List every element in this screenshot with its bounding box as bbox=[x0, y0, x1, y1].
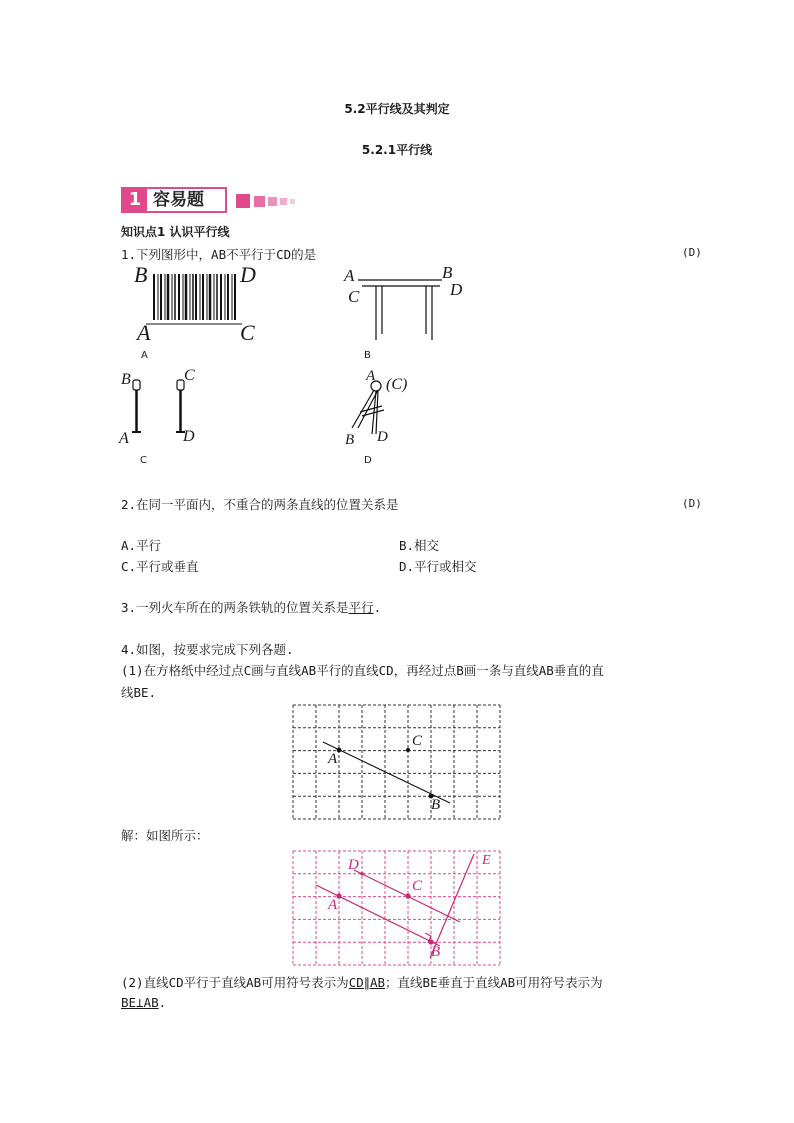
q4-part1-line1: (1)在方格纸中经过点C画与直线AB平行的直线CD，再经过点B画一条与直线AB垂直的直 bbox=[121, 663, 604, 678]
grid1-point-c: C bbox=[412, 733, 423, 749]
fig-a-caption: A bbox=[141, 350, 148, 361]
page-subtitle: 5.2.1平行线 bbox=[361, 143, 433, 157]
q4-part2-end: . bbox=[158, 995, 167, 1010]
question-3-text bbox=[121, 598, 381, 616]
q3-answer-blank: 平行 bbox=[348, 600, 374, 615]
fig-d-caption: D bbox=[364, 455, 372, 466]
grid2-point-b: B bbox=[431, 944, 441, 960]
q4-part1-line2: 线BE. bbox=[121, 685, 157, 700]
fig-c-caption: C bbox=[140, 455, 147, 466]
fig-c-point-c: C bbox=[184, 367, 195, 384]
grid2-point-e: E bbox=[482, 853, 491, 868]
fig-d-point-b: B bbox=[345, 432, 355, 448]
badge-square-2 bbox=[254, 196, 265, 207]
grid-figure-2 bbox=[292, 850, 502, 966]
grid1-point-b: B bbox=[431, 797, 441, 813]
fig-b-point-c: C bbox=[348, 287, 360, 306]
fig-a-point-d: D bbox=[240, 262, 256, 287]
grid-figure-1 bbox=[292, 704, 502, 820]
question-2-answer: (D) bbox=[682, 497, 702, 510]
q2-choice-c: C.平行或垂直 bbox=[121, 559, 199, 574]
fig-b-point-d: D bbox=[450, 280, 463, 299]
fig-b-caption: B bbox=[364, 350, 371, 361]
figure-c-lamps bbox=[120, 366, 210, 446]
badge-square-5 bbox=[290, 199, 295, 204]
q3-suffix: . bbox=[373, 600, 382, 615]
fig-a-point-a: A bbox=[137, 320, 151, 345]
section-badge-label: 容易题 bbox=[153, 190, 204, 210]
fig-b-point-a: A bbox=[344, 266, 355, 285]
question-4-intro: 4.如图，按要求完成下列各题. bbox=[121, 642, 294, 657]
solution-label: 解：如图所示： bbox=[121, 828, 209, 843]
q4-part2-prefix: (2)直线CD平行于直线AB可用符号表示为 bbox=[121, 975, 349, 990]
fig-d-point-c: (C) bbox=[386, 376, 408, 393]
knowledge-point-heading: 知识点1 认识平行线 bbox=[121, 225, 230, 239]
badge-square-3 bbox=[268, 197, 277, 206]
q3-prefix: 3.一列火车所在的两条铁轨的位置关系是 bbox=[121, 600, 349, 615]
question-1-text: 1.下列图形中，AB不平行于CD的是 bbox=[121, 247, 317, 262]
q4-part2-line2 bbox=[121, 995, 166, 1010]
grid2-point-a: A bbox=[328, 897, 338, 913]
q4-part2-blank2: BE⊥AB bbox=[121, 995, 159, 1010]
question-1-answer: (D) bbox=[682, 246, 702, 259]
page-title: 5.2平行线及其判定 bbox=[344, 102, 450, 116]
q4-part2-line1 bbox=[121, 973, 603, 991]
grid2-point-d: D bbox=[348, 857, 359, 873]
grid2-point-c: C bbox=[412, 878, 423, 894]
fig-d-point-d: D bbox=[377, 429, 388, 445]
badge-square-1 bbox=[236, 194, 250, 208]
fig-a-point-b: B bbox=[134, 262, 148, 287]
q2-choice-a: A.平行 bbox=[121, 538, 162, 553]
grid1-point-a: A bbox=[328, 751, 338, 767]
section-badge bbox=[121, 187, 227, 213]
badge-square-4 bbox=[280, 198, 287, 205]
fig-a-point-c: C bbox=[240, 320, 255, 345]
fig-c-point-d: D bbox=[183, 428, 195, 445]
section-badge-number: 1 bbox=[123, 189, 147, 211]
fig-c-point-b: B bbox=[121, 371, 131, 388]
q4-part2-blank1: CD∥AB bbox=[348, 975, 386, 990]
q2-choice-d: D.平行或相交 bbox=[399, 559, 477, 574]
question-2-text: 2.在同一平面内，不重合的两条直线的位置关系是 bbox=[121, 497, 399, 512]
q4-part2-mid: ；直线BE垂直于直线AB可用符号表示为 bbox=[385, 975, 603, 990]
fig-d-point-a: A bbox=[366, 368, 376, 384]
fig-c-point-a: A bbox=[119, 430, 129, 447]
q2-choice-b: B.相交 bbox=[399, 538, 440, 553]
fig-b-point-b: B bbox=[442, 263, 453, 282]
